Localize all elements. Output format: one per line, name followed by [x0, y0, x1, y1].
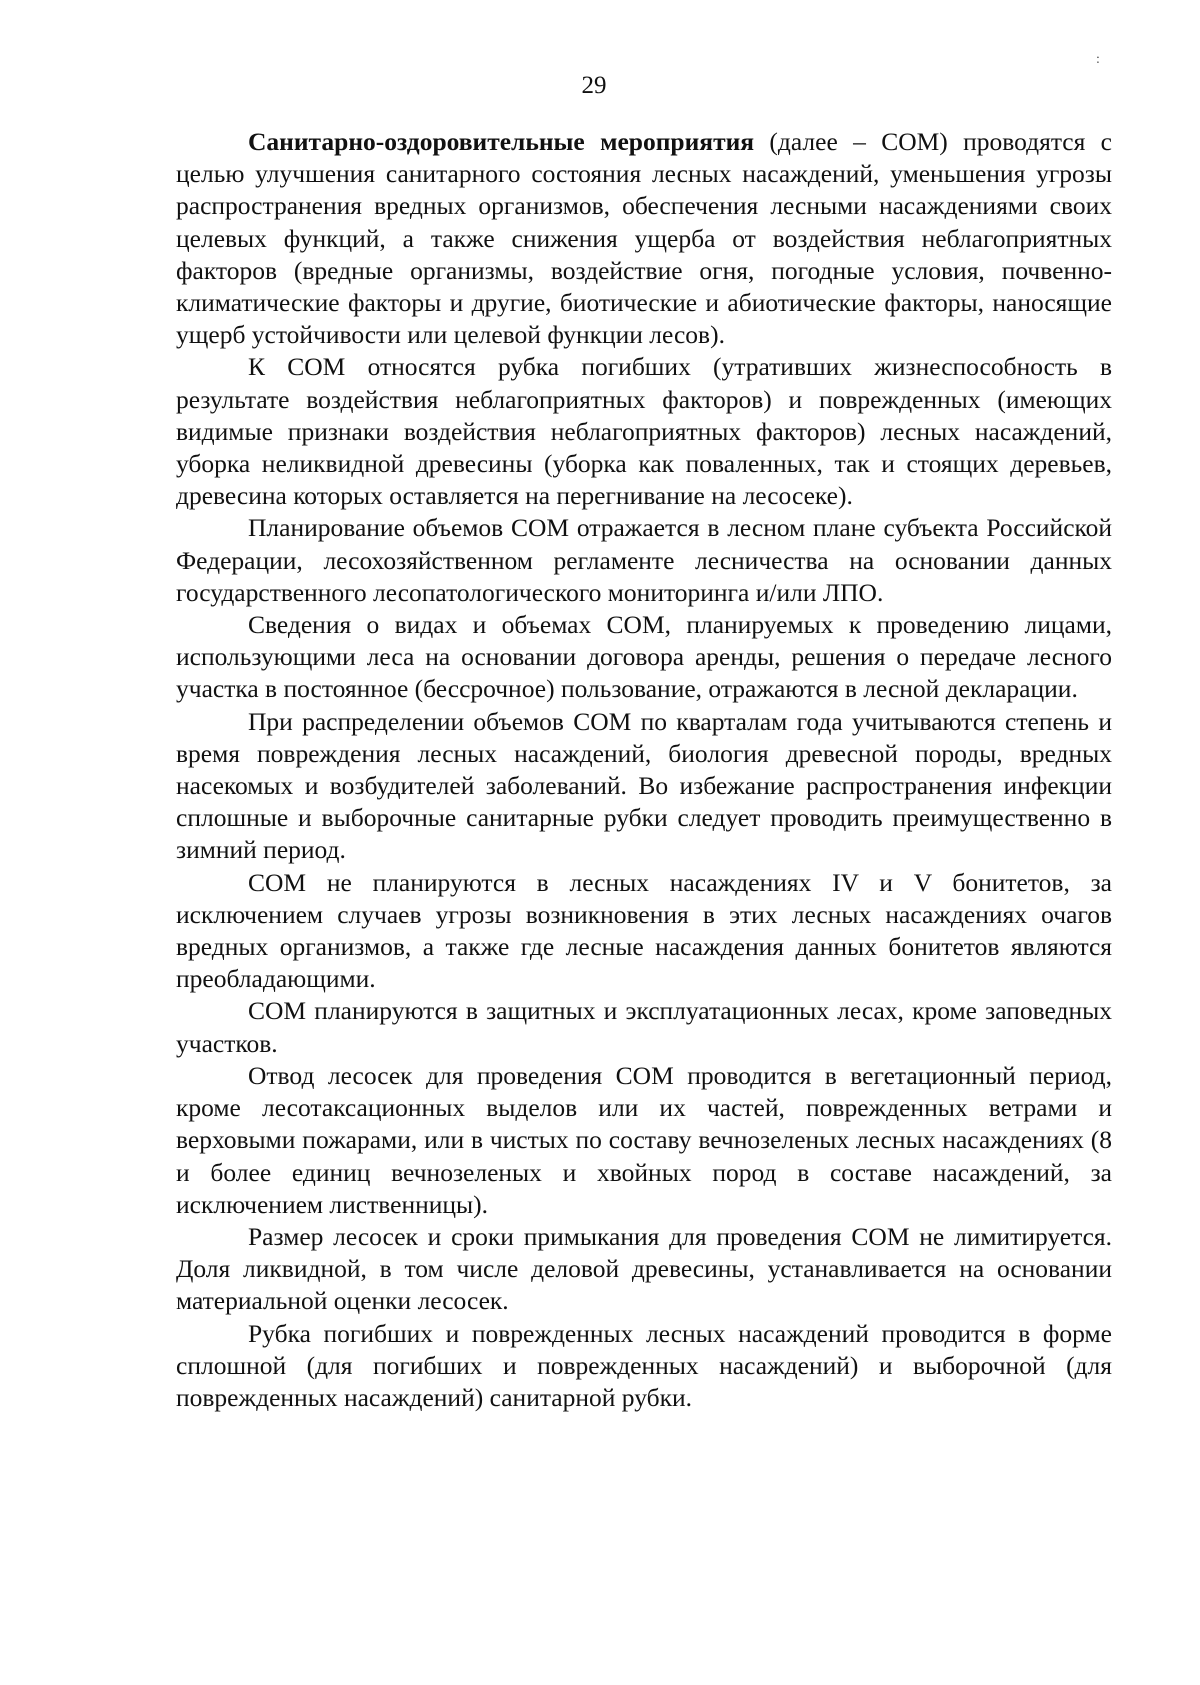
- paragraph: СОМ планируются в защитных и эксплуатационных лесах, кроме заповедных участков.: [176, 996, 1112, 1058]
- paragraph: Отвод лесосек для проведения СОМ проводится в вегетационный период, кроме лесотаксационных выделов или их частей, поврежденных ветрами и верховыми пожарами, или в чистых по составу вечнозеленых лесных насаждениях (8 и более единиц вечнозеленых и хвойных пород в составе насаждений, за исключением лиственницы).: [176, 1060, 1112, 1219]
- paragraph: Планирование объемов СОМ отражается в лесном плане субъекта Российской Федерации, лесохозяйственном регламенте лесничества на основании данных государственного лесопатологического мониторинга и/или ЛПО.: [176, 513, 1112, 607]
- scan-mark: :: [1096, 52, 1100, 67]
- lead-term-part1: Санитарно-оздоровительные: [248, 127, 585, 156]
- paragraph: При распределении объемов СОМ по кварталам года учитываются степень и время повреждения лесных насаждений, биология древесной породы, вредных насекомых и возбудителей заболеваний. Во избежание распространения инфекции сплошные и выборочные санитарные рубки следует проводить преимущественно в зимний период.: [176, 706, 1112, 865]
- paragraph: Размер лесосек и сроки примыкания для проведения СОМ не лимитируется. Доля ликвидной, в том числе деловой древесины, устанавливается на основании материальной оценки лесосек.: [176, 1221, 1112, 1316]
- page-number: 29: [581, 72, 607, 99]
- lead-paragraph: [176, 126, 1112, 351]
- lead-paragraph-rest: (далее – СОМ) проводятся с целью улучшения санитарного состояния лесных насаждений, уменьшения угрозы распространения вредных организмов, обеспечения лесными насаждениями своих целевых функций, а также снижения ущерба от воздействия неблагоприятных факторов (вредные организмы, воздействие огня, погодные условия, почвенно-климатические факторы и другие, биотические и абиотические факторы, наносящие ущерб устойчивости или целевой функции лесов).: [176, 127, 1112, 350]
- paragraph: К СОМ относятся рубка погибших (утративших жизнеспособность в результате воздействия неблагоприятных факторов) и поврежденных (имеющих видимые признаки воздействия неблагоприятных факторов) лесных насаждений, уборка неликвидной древесины (уборка как поваленных, так и стоящих деревьев, древесина которых оставляется на перегнивание на лесосеке).: [176, 352, 1112, 511]
- lead-term-part2: мероприятия: [600, 127, 755, 156]
- body-text: [176, 126, 1112, 1414]
- paragraph: Рубка погибших и поврежденных лесных насаждений проводится в форме сплошной (для погибших и поврежденных насаждений) и выборочной (для поврежденных насаждений) санитарной рубки.: [176, 1318, 1112, 1412]
- paragraph: СОМ не планируются в лесных насаждениях IV и V бонитетов, за исключением случаев угрозы возникновения в этих лесных насаждениях очагов вредных организмов, а также где лесные насаждения данных бонитетов являются преобладающими.: [176, 867, 1112, 994]
- paragraph: Сведения о видах и объемах СОМ, планируемых к проведению лицами, использующими леса на основании договора аренды, решения о передаче лесного участка в постоянное (бессрочное) пользование, отражаются в лесной декларации.: [176, 610, 1112, 704]
